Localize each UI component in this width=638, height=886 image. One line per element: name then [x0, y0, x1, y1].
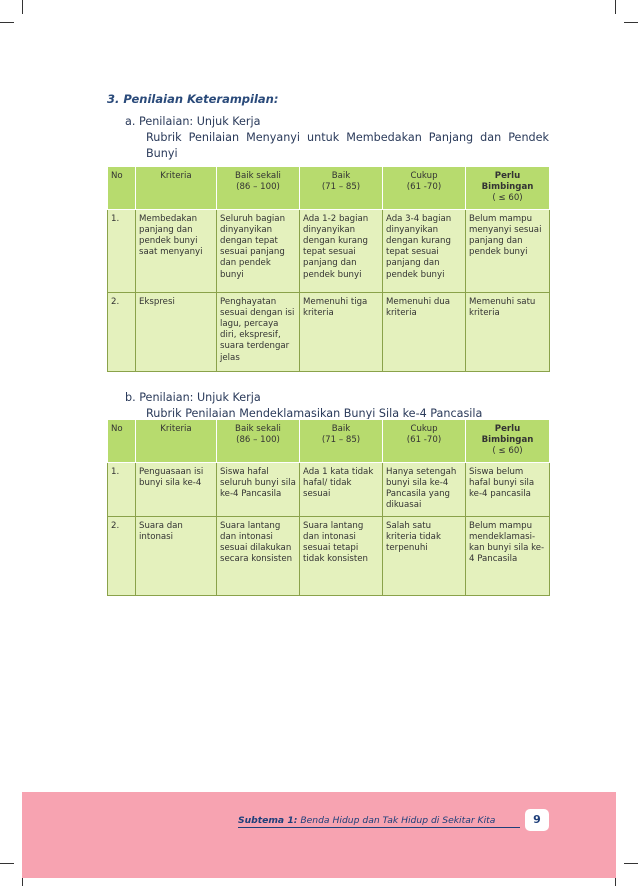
crop-mark	[624, 863, 638, 864]
header-baik-sekali	[217, 167, 300, 210]
header-baik	[300, 420, 383, 463]
header-range: (71 – 85)	[321, 182, 361, 193]
crop-mark	[624, 22, 638, 23]
cell-baik: Ada 1 kata tidak hafal/ tidak sesuai	[300, 462, 383, 516]
cell-perlu: Memenuhi satu kriteria	[466, 292, 550, 371]
table-header-row	[108, 420, 550, 463]
header-range: (86 – 100)	[236, 182, 280, 193]
header-range: ( ≤ 60)	[492, 193, 523, 204]
cell-perlu: Belum mampu menyanyi sesuai panjang dan pendek bunyi	[466, 209, 550, 292]
header-label: Baik sekali	[235, 424, 281, 434]
footer-band	[22, 792, 616, 878]
header-baik	[300, 167, 383, 210]
rubric-table-singing	[107, 166, 550, 372]
table-row	[108, 209, 550, 292]
cell-baik-sekali: Siswa hafal seluruh bunyi sila ke-4 Pancasila	[217, 462, 300, 516]
cell-no: 2.	[108, 516, 136, 595]
section-a-intro	[125, 114, 549, 162]
cell-cukup: Ada 3-4 bagian dinyanyikan dengan kurang tepat sesuai panjang dan pendek bunyi	[383, 209, 466, 292]
table-row	[108, 292, 550, 371]
header-range: (71 – 85)	[321, 435, 361, 446]
cell-cukup: Hanya setengah bunyi sila ke-4 Pancasila yang dikuasai	[383, 462, 466, 516]
footer-subtema-title: Benda Hidup dan Tak Hidup di Sekitar Kita	[297, 815, 496, 826]
table-row	[108, 462, 550, 516]
header-label: Perlu Bimbingan	[481, 424, 534, 446]
header-kriteria: Kriteria	[136, 167, 217, 210]
cell-kriteria: Penguasaan isi bunyi sila ke-4	[136, 462, 217, 516]
cell-baik-sekali: Penghayatan sesuai dengan isi lagu, percaya diri, ekspresif, suara terdengar jelas	[217, 292, 300, 371]
header-no: No	[108, 167, 136, 210]
header-perlu	[466, 167, 550, 210]
header-label: Cukup	[410, 424, 438, 434]
header-range: ( ≤ 60)	[492, 446, 523, 457]
cell-no: 1.	[108, 209, 136, 292]
header-cukup	[383, 167, 466, 210]
section-heading: 3. Penilaian Keterampilan:	[107, 92, 279, 106]
footer-subtema	[238, 815, 520, 828]
cell-no: 2.	[108, 292, 136, 371]
cell-baik: Suara lantang dan intonasi sesuai tetapi tidak konsisten	[300, 516, 383, 595]
header-label: Baik sekali	[235, 171, 281, 181]
cell-cukup: Salah satu kriteria tidak terpenuhi	[383, 516, 466, 595]
cell-perlu: Siswa belum hafal bunyi sila ke-4 pancasila	[466, 462, 550, 516]
header-label: Baik	[331, 424, 351, 434]
cell-kriteria: Ekspresi	[136, 292, 217, 371]
cell-kriteria: Membedakan panjang dan pendek bunyi saat menyanyi	[136, 209, 217, 292]
crop-mark	[22, 0, 23, 14]
header-range: (61 -70)	[406, 182, 442, 193]
section-a-title: a. Penilaian: Unjuk Kerja	[125, 115, 261, 128]
section-b-title: b. Penilaian: Unjuk Kerja	[125, 391, 261, 404]
cell-no: 1.	[108, 462, 136, 516]
table-row	[108, 516, 550, 595]
rubric-table-declamation	[107, 419, 550, 596]
header-range: (86 – 100)	[236, 435, 280, 446]
cell-kriteria: Suara dan intonasi	[136, 516, 217, 595]
page-number: 9	[525, 809, 549, 831]
header-baik-sekali	[217, 420, 300, 463]
cell-baik: Ada 1-2 bagian dinyanyikan dengan kurang tepat sesuai panjang dan pendek bunyi	[300, 209, 383, 292]
header-label: Cukup	[410, 171, 438, 181]
section-b-rubric-title: Rubrik Penilaian Mendeklamasikan Bunyi Sila ke-4 Pancasila	[146, 407, 483, 420]
header-label: Baik	[331, 171, 351, 181]
crop-mark	[0, 863, 14, 864]
cell-perlu: Belum mampu mendeklamasi-kan bunyi sila ke-4 Pancasila	[466, 516, 550, 595]
table-header-row	[108, 167, 550, 210]
header-kriteria: Kriteria	[136, 420, 217, 463]
crop-mark	[615, 0, 616, 14]
header-label: Perlu Bimbingan	[481, 171, 534, 193]
header-no: No	[108, 420, 136, 463]
cell-baik-sekali: Suara lantang dan intonasi sesuai dilakukan secara konsisten	[217, 516, 300, 595]
header-range: (61 -70)	[406, 435, 442, 446]
section-b-intro	[125, 390, 549, 422]
footer-subtema-label: Subtema 1:	[238, 815, 298, 826]
header-cukup	[383, 420, 466, 463]
section-a-rubric-title: Rubrik Penilaian Menyanyi untuk Membedakan Panjang dan Pendek Bunyi	[146, 131, 549, 160]
header-perlu	[466, 420, 550, 463]
crop-mark	[0, 22, 14, 23]
cell-baik: Memenuhi tiga kriteria	[300, 292, 383, 371]
cell-cukup: Memenuhi dua kriteria	[383, 292, 466, 371]
cell-baik-sekali: Seluruh bagian dinyanyikan dengan tepat sesuai panjang dan pendek bunyi	[217, 209, 300, 292]
